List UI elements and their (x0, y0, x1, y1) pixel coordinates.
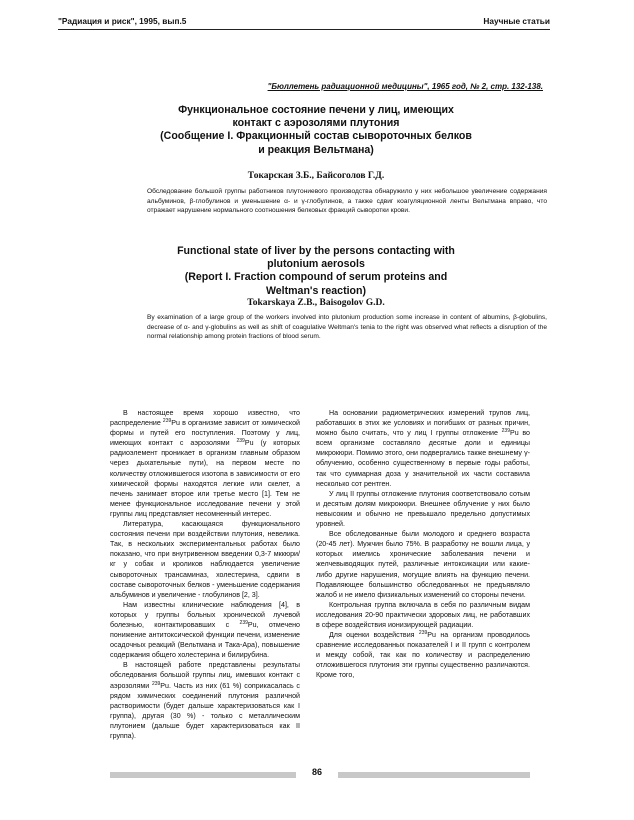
body-column-right (316, 408, 530, 681)
en-abstract: By examination of a large group of the workers involved into plutonium production some increase in content of albumins, β-globulins, decrease of α- and γ-globulins as well as shift of coagulative Weltman's tenia to the right was observed what reflects a disruption of the normal relationship among protein fractions of blood serum. (147, 314, 547, 341)
paragraph: Нам известны клинические наблюдения [4], в которых у группы больных хронической лучевой болезнью, контактировавших с $^{239}$Pu, отмечено понижение антитоксической функции печени, изменение осадочных реакций (Вельтмана и Така-Ара), повышение содержания общего холестерина и билирубина. (110, 600, 301, 660)
ru-abstract: Обследование большой группы работников плутониевого производства обнаружило у них небольшое увеличение содержания альбуминов, β-глобулинов и уменьшение α- и γ-глобулинов, а также сдвиг коагуляционной ленты Вельтмана вправо, что отражает нарушение нормального соотношения белковых фракций сыворотки крови. (147, 188, 547, 215)
journal-header: "Радиация и риск", 1995, вып.5 (58, 16, 187, 26)
ru-authors: Токарская З.Б., Байсоголов Г.Д. (247, 171, 385, 181)
paragraph: Все обследованные были молодого и среднего возраста (20-45 лет). Мужчин было 75%. В разработку не вошли лица, у которых имелись хронические заболевания печени и желчевыводящих путей, различные интоксикации или какие-либо другие нарушения, могущие влиять на функцию печени. Подавляющее большинство обследованных не предъявляло жалоб и не имело физикальных изменений со стороны печени. (316, 530, 530, 599)
en-title-line: (Report I. Fraction compound of serum proteins and (184, 271, 448, 284)
en-title (100, 245, 532, 298)
en-title-line: Functional state of liver by the persons contacting with (177, 245, 455, 257)
en-authors: Tokarskaya Z.B., Baisogolov G.D. (247, 298, 385, 308)
ru-title (100, 104, 532, 157)
ru-title-line: и реакция Вельтмана) (258, 143, 374, 156)
paragraph: На основании радиометрических измерений трупов лиц, работавших в этих же условиях и погибших от разных причин, можно было считать, что у лиц I группы отложение $^{239}$Pu во всем организме составляло десятые доли и единицы микрокюри. Помимо этого, они подвергались также внешнему γ-облучению, особенно существенному в первые годы работы, так что суммарная доза у значительной их части составила несколько сот рентген. (316, 409, 530, 488)
en-title-line: plutonium aerosols (267, 258, 365, 271)
paragraph: Для оценки воздействия $^{239}$Pu на организм проводилось сравнение исследованных показателей I и II групп с контролем и между собой, так как по количеству и распределению отложившегося плутония эти группы существенно различаются. Кроме того, (316, 630, 531, 680)
header-rule (58, 29, 550, 30)
footer-bar-left (110, 772, 296, 778)
body-column-left (110, 408, 300, 741)
paragraph: В настоящее время хорошо известно, что распределение $^{239}$Pu в организме зависит от химической формы и путей его поступления. Поэтому у лиц, имеющих контакт с аэрозолями $^{239}$Pu (у которых радиоэлемент проникает в организм главным образом через дыхательные пути), на первом месте по количеству отложившегося изотопа в зависимости от его химической формы находятся легкие или скелет, а печень занимает второе или третье место [1]. Тем не менее функциональное исследование печени у этой группы лиц представляет несомненный интерес. (110, 409, 300, 518)
paragraph: У лиц II группы отложение плутония соответствовало сотым и десятым долям микрокюри. Внешнее облучение у них было невысоким и обычно не превышало предельно допустимых уровней. (316, 489, 530, 529)
page-number: 86 (311, 767, 322, 777)
footer-bar-right (338, 772, 530, 778)
en-title-line: Weltman's reaction) (265, 284, 367, 297)
ru-title-line: (Сообщение I. Фракционный состав сывороточных белков (160, 130, 472, 143)
paragraph: В настоящей работе представлены результаты обследования большой группы лиц, имевших контакт с аэрозолями $^{239}$Pu. Часть из них (61 %) соприкасалась с рядом химических соединений плутония различной растворимости (будет дальше характеризоваться как I группа), другая (30 %) - только с металлическим плутонием (дальше будет характеризоваться как II группа). (110, 661, 300, 740)
ru-title-line: контакт с аэрозолями плутония (232, 117, 400, 130)
ru-title-line: Функциональное состояние печени у лиц, имеющих (178, 104, 454, 116)
paragraph: Литература, касающаяся функционального состояния печени при воздействии плутония, невелика. Так, в нескольких экспериментальных работах было показано, что при внутривенном введении 0,3-7 мккюри/кг у собак и кроликов наблюдается увеличение сывороточных трансаминаз, холестерина, сдвиги в составе сывороточных белков - уменьшение содержания альбуминов и увеличение - глобулинов [2, 3]. (110, 520, 300, 599)
paragraph: Контрольная группа включала в себя по различным видам исследования 20-90 практически здоровых лиц, не работавших в сфере воздействия ионизирующей радиации. (316, 600, 530, 629)
source-reference: "Бюллетень радиационной медицины", 1965 год, № 2, стр. 132-138. (267, 82, 543, 91)
section-header: Научные статьи (483, 16, 550, 26)
